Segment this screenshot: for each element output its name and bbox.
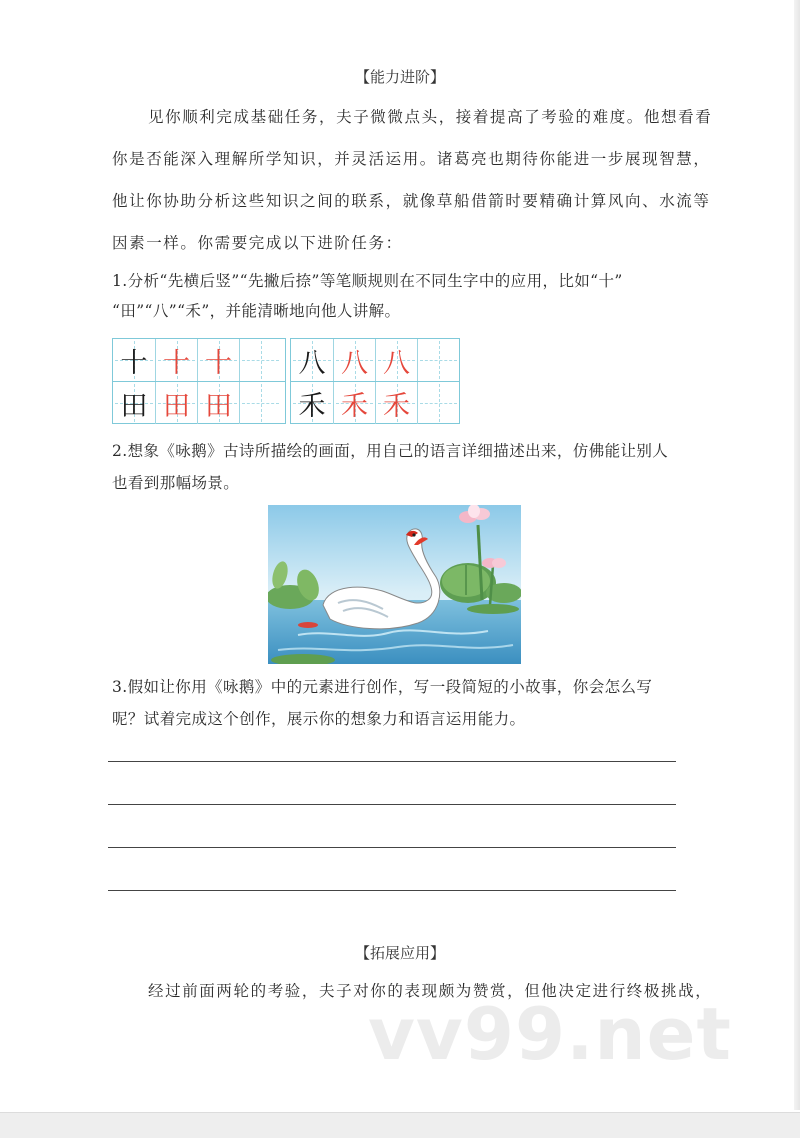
grid-cell: [155, 382, 197, 424]
stroke-grid-1: [112, 338, 286, 424]
grid-character: 八: [298, 347, 326, 379]
grid-cell: [197, 382, 239, 424]
grid-row: [291, 339, 459, 381]
grid-cell: [375, 339, 417, 381]
grid-cell: [113, 382, 155, 424]
grid-cell: [417, 339, 459, 381]
task2-line: 也看到那幅场景。: [112, 474, 240, 492]
task2-line: 2.想象《咏鹅》古诗所描绘的画面，用自己的语言详细描述出来，仿佛能让别人: [112, 442, 669, 460]
stroke-character: 田: [163, 390, 190, 422]
task1-line: 1.分析“先横后竖”“先撇后捺”等笔顺规则在不同生字中的应用，比如“十”: [112, 272, 623, 290]
grid-cell: [239, 339, 281, 381]
intro-line: 因素一样。你需要完成以下进阶任务：: [112, 234, 403, 252]
stroke-character: 田: [205, 390, 232, 422]
stroke-character: 禾: [341, 390, 368, 422]
answer-line: [108, 890, 676, 891]
grid-cell: [375, 382, 417, 424]
grid-cell: [155, 339, 197, 381]
grid-cell: [333, 382, 375, 424]
stroke-character: 八: [383, 347, 410, 379]
extension-intro-line: 经过前面两轮的考验，夫子对你的表现颇为赞赏，但他决定进行终极挑战，: [148, 982, 713, 1000]
grid-row: [113, 381, 285, 424]
swan-pond-illustration: [268, 505, 521, 664]
grid-character: 十: [120, 347, 148, 379]
grid-cell: [417, 382, 459, 424]
answer-line: [108, 847, 676, 848]
grid-cell: [239, 382, 281, 424]
stroke-character: 十: [163, 347, 190, 379]
viewer-bottom-bar: [0, 1112, 800, 1138]
grid-cell: [291, 382, 333, 424]
task3-line: 3.假如让你用《咏鹅》中的元素进行创作，写一段简短的小故事，你会怎么写: [112, 678, 653, 696]
answer-line: [108, 804, 676, 805]
grid-row: [291, 381, 459, 424]
task1-line: “田”“八”“禾”，并能清晰地向他人讲解。: [112, 302, 401, 320]
intro-line: 你是否能深入理解所学知识，并灵活运用。诸葛亮也期待你能进一步展现智慧，: [112, 150, 711, 168]
grid-cell: [113, 339, 155, 381]
lotus-flower-icon: [482, 558, 506, 568]
stroke-grid-2: [290, 338, 460, 424]
grid-cell: [291, 339, 333, 381]
stroke-character: 十: [205, 347, 232, 379]
stroke-character: 禾: [383, 390, 410, 422]
watermark: vv99.net: [368, 992, 732, 1076]
swan-illustration-svg: [268, 505, 521, 664]
grid-character: 禾: [298, 390, 326, 422]
stroke-character: 八: [341, 347, 368, 379]
section-heading-ability: 【能力进阶】: [354, 68, 445, 86]
grid-row: [113, 339, 285, 381]
task3-line: 呢？试着完成这个创作，展示你的想象力和语言运用能力。: [112, 710, 526, 728]
grid-cell: [197, 339, 239, 381]
answer-line: [108, 761, 676, 762]
grid-cell: [333, 339, 375, 381]
intro-line: 见你顺利完成基础任务，夫子微微点头，接着提高了考验的难度。他想看看: [148, 108, 713, 126]
grid-character: 田: [120, 390, 148, 422]
intro-line: 他让你协助分析这些知识之间的联系，就像草船借箭时要精确计算风向、水流等: [112, 192, 711, 210]
section-heading-extension: 【拓展应用】: [354, 944, 445, 962]
